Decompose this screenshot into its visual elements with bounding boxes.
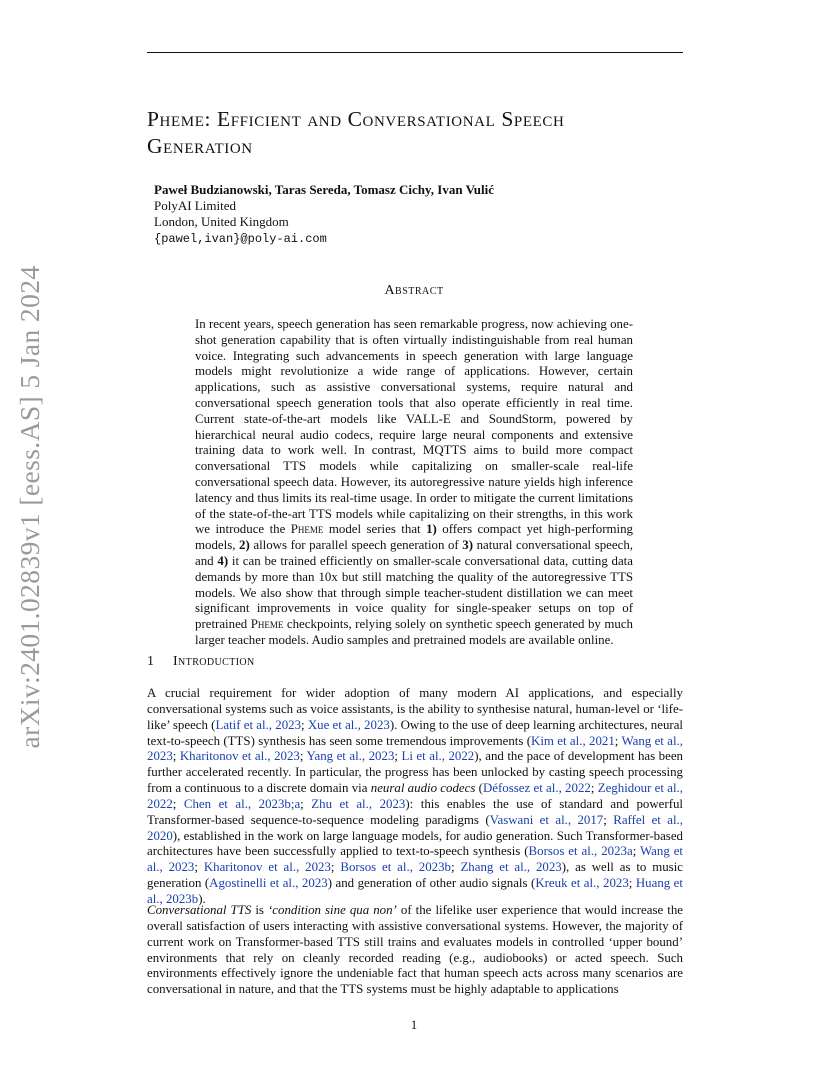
citation-link[interactable]: Zeghidour et al., 2022: [147, 781, 683, 811]
body-text: ;: [300, 796, 312, 811]
citation-link[interactable]: Zhang et al., 2023: [460, 860, 562, 875]
citation-link[interactable]: Raffel et al., 2020: [147, 812, 684, 843]
body-text: ). Owing to the use of deep learning architectures, neural text-to-speech (TTS) synthesis has seen some tremendous improvements (: [147, 717, 683, 748]
citation-link[interactable]: Défossez et al., 2022: [482, 781, 591, 796]
model-name: Pheme: [290, 522, 324, 537]
citation-link[interactable]: Kreuk et al., 2023: [535, 876, 629, 891]
intro-paragraph-1: [147, 686, 683, 908]
section-title: Introduction: [173, 654, 255, 669]
location: London, United Kingdom: [154, 214, 289, 230]
citation-link[interactable]: Agostinelli et al., 2023: [209, 876, 328, 891]
abstract-body: [195, 317, 633, 649]
list-marker: 1): [426, 522, 437, 537]
abstract-text: checkpoints, relying solely on synthetic speech generated by much larger teacher models. Audio samples and pretrained models are available online.: [195, 617, 633, 647]
body-text: ).: [198, 891, 206, 906]
citation-link[interactable]: Huang et al., 2023b: [147, 876, 683, 906]
arxiv-id[interactable]: arXiv:2401.02839v1 [eess.AS] 5 Jan 2024: [14, 265, 45, 749]
body-text: ), as well as to music generation (: [147, 860, 683, 891]
body-text: ;: [194, 860, 204, 875]
body-text: A crucial requirement for wider adoption of many modern AI applications, and especially conversational systems such as voice assistants, is the ability to synthesise natural, human-level or ‘life-like’ speech (: [147, 686, 683, 732]
citation-link[interactable]: Chen et al., 2023b;a: [183, 796, 301, 811]
citation-link[interactable]: Kharitonov et al., 2023: [203, 860, 331, 875]
body-text: ), established in the work on large language models, for audio generation. Such Transformer-based architectures have been successfully applied to text-to-speech synthesis (: [147, 828, 683, 859]
body-text: ;: [172, 796, 184, 811]
page-number: 1: [410, 1017, 418, 1032]
citation-link[interactable]: Kharitonov et al., 2023: [179, 749, 300, 764]
list-marker: 4): [217, 553, 229, 568]
body-text: ;: [451, 860, 461, 875]
section-number: 1: [147, 654, 154, 669]
body-text: ;: [614, 733, 622, 748]
body-text: ;: [628, 876, 636, 891]
body-text: is: [251, 903, 268, 917]
body-text: ;: [299, 749, 307, 764]
abstract-heading: Abstract: [384, 283, 444, 298]
body-text: ), and the pace of development has been further accelerated recently. In particular, the progress has been unlocked by casting speech processing from a continuous to a discrete domain via: [147, 749, 683, 796]
citation-link[interactable]: Kim et al., 2021: [531, 733, 615, 748]
body-text: (: [475, 781, 483, 796]
citation-link[interactable]: Vaswani et al., 2017: [489, 812, 604, 827]
body-text: ;: [632, 844, 641, 859]
title-line-1: Pheme: Efficient and Conversational Speech: [147, 107, 565, 131]
affiliation: PolyAI Limited: [154, 198, 236, 214]
abstract-text: offers compact yet high-performing models,: [195, 522, 633, 553]
abstract-text: allows for parallel speech generation of: [249, 538, 463, 553]
title-line-2: Generation: [147, 134, 253, 158]
body-text: ;: [172, 749, 180, 764]
model-name: Pheme: [250, 617, 284, 632]
citation-link[interactable]: Latif et al., 2023: [215, 717, 302, 732]
italic-term: ‘condition sine qua non’: [268, 903, 397, 917]
body-text: ) and generation of other audio signals (: [327, 876, 536, 891]
citation-link[interactable]: Wang et al., 2023: [147, 733, 683, 764]
body-text: ;: [301, 717, 308, 732]
arxiv-stamp: [10, 265, 50, 749]
abstract-text: natural conversational speech, and: [195, 538, 633, 568]
citation-link[interactable]: Yang et al., 2023: [306, 749, 395, 764]
body-text: ): this enables the use of standard and powerful Transformer-based sequence-to-sequence modeling paradigms (: [147, 796, 684, 827]
body-text: ;: [603, 812, 614, 827]
citation-link[interactable]: Li et al., 2022: [401, 749, 475, 764]
paper-title: [147, 106, 692, 160]
list-marker: 3): [462, 538, 474, 553]
intro-paragraph-2: [147, 903, 683, 998]
top-rule: [147, 52, 683, 53]
section-heading: [147, 654, 255, 670]
author-block: [154, 182, 494, 247]
list-marker: 2): [239, 538, 250, 553]
author-email[interactable]: {pawel,ivan}@poly-ai.com: [154, 231, 327, 246]
abstract-text: it can be trained efficiently on smaller-scale conversational data, cutting data demands by more than 10x but still matching the quality of the autoregressive TTS models. We also show that through simple teacher-student distillation we can meet significant improvements in voice quality for single-speaker setups on top of pretrained: [195, 553, 633, 632]
italic-term: Conversational TTS: [147, 903, 252, 917]
abstract-text: In recent years, speech generation has seen remarkable progress, now achieving one-shot generation capability that is often virtually indistinguishable from real human voice. Integrating such advancements in speech generation with large language models might revolutionize a wide range of applications. However, certain applications, such as assistive conversational systems, require natural and conversational speech generation tools that also operate efficiently in real time. Current state-of-the-art models like VALL-E and SoundStorm, powered by hierarchical neural audio codecs, require large neural components and extensive training data to work well. In contrast, MQTTS aims to build more compact conversational TTS models while capitalizing on smaller-scale real-life conversational speech data. However, its autoregressive nature yields high inference latency and thus limits its real-time usage. In order to mitigate the current limitations of the state-of-the-art TTS models while capitalizing on their strengths, in this work we introduce the: [195, 317, 633, 537]
citation-link[interactable]: Zhu et al., 2023: [311, 796, 406, 811]
author-names: Paweł Budzianowski, Taras Sereda, Tomasz Cichy, Ivan Vulić: [154, 182, 495, 197]
body-text: ;: [394, 749, 402, 764]
citation-link[interactable]: Wang et al., 2023: [147, 844, 683, 875]
body-text: ;: [590, 781, 598, 796]
citation-link[interactable]: Borsos et al., 2023b: [340, 860, 451, 875]
abstract-text: model series that: [323, 522, 427, 537]
body-text: ;: [330, 860, 341, 875]
citation-link[interactable]: Borsos et al., 2023a: [528, 844, 633, 859]
citation-link[interactable]: Xue et al., 2023: [307, 717, 390, 732]
italic-term: neural audio codecs: [370, 781, 476, 796]
body-text: of the lifelike user experience that would increase the overall satisfaction of users interacting with assistive conversational systems. However, the majority of current work on Transformer-based TTS still trains and evaluates models in controlled ‘upper bound’ environments that rely on cleanly recorded reading (e.g., audiobooks) or acted speech. Such environments effectively ignore the undeniable fact that human speech acts across many scenarios are conversational in nature, and that the TTS systems must be highly adaptable to applications: [147, 903, 684, 997]
